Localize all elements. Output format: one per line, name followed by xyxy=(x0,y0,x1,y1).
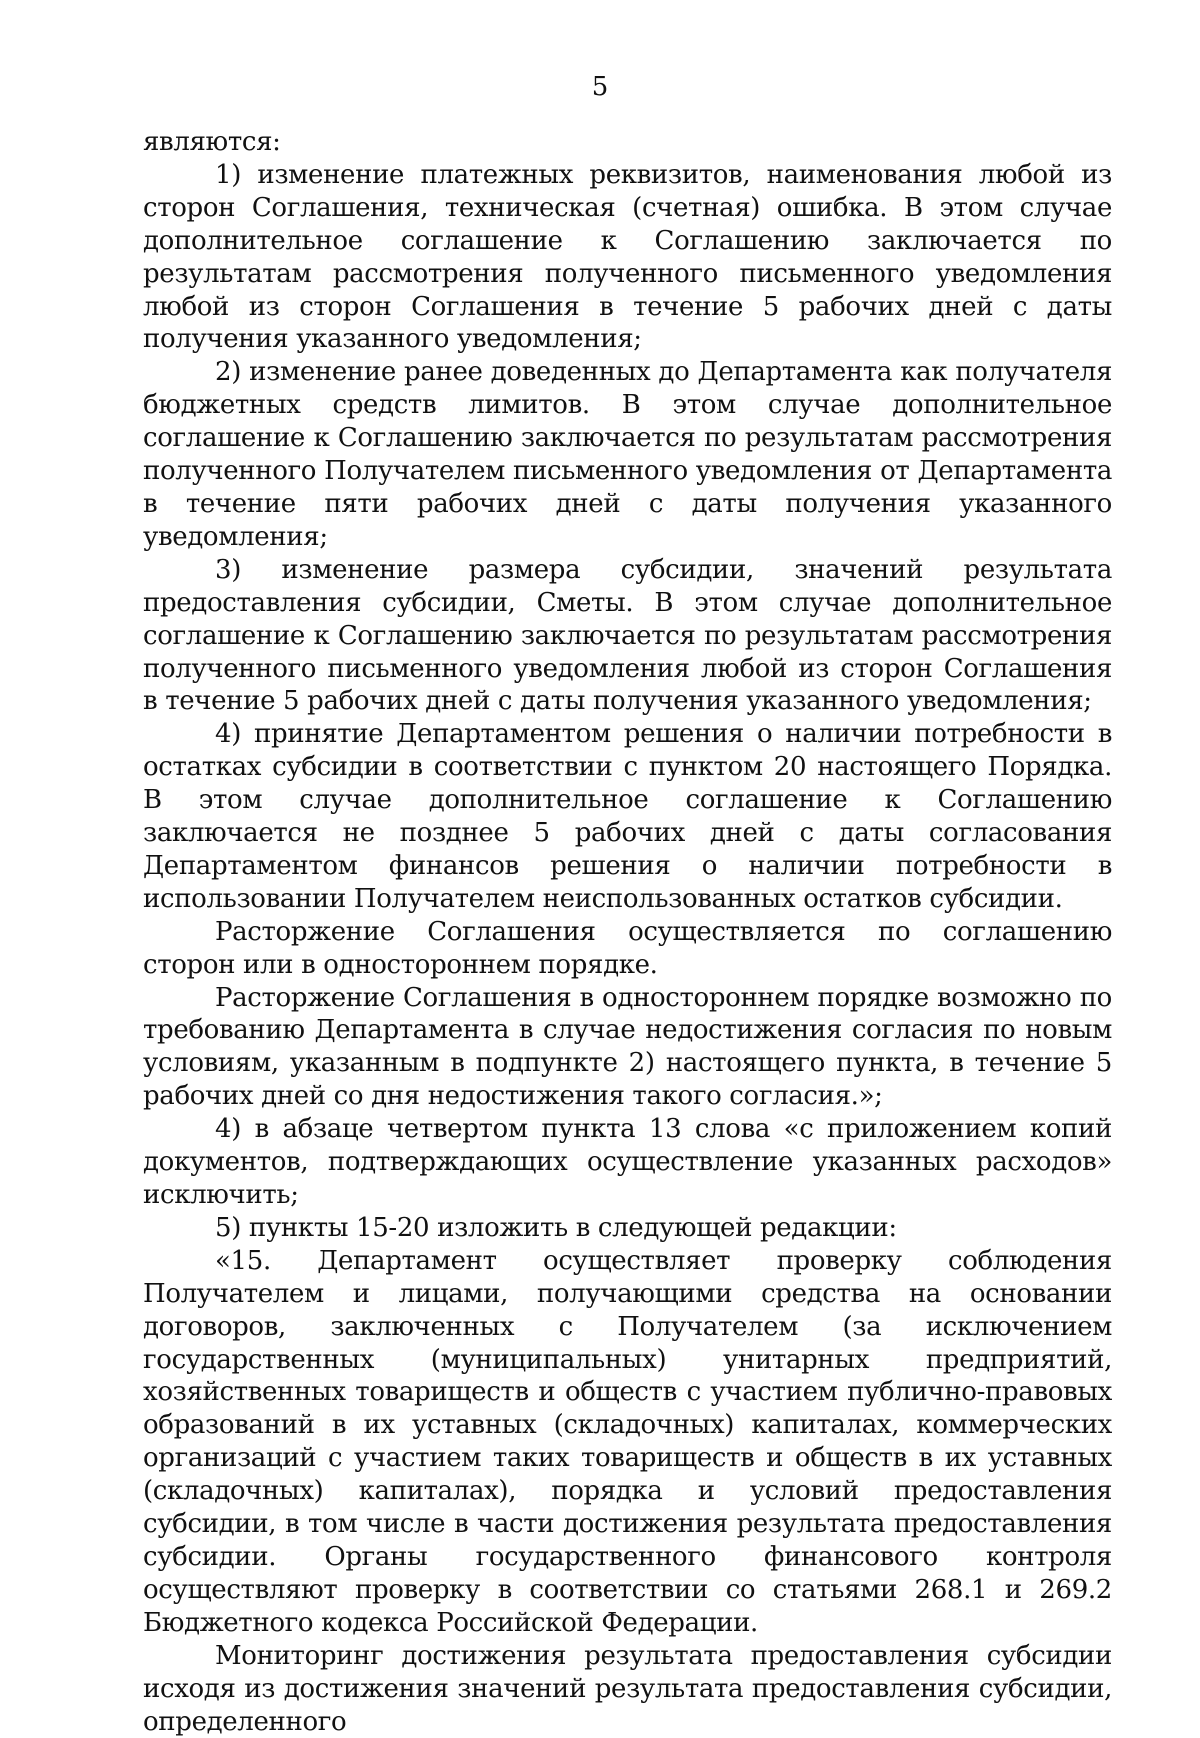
paragraph-amendment-5: 5) пункты 15-20 изложить в следующей редакции: xyxy=(215,1212,897,1243)
paragraph-item-4: 4) принятие Департаментом решения о наличии потребности в остатках субсидии в соответствии с пунктом 20 настоящего Порядка. В этом случае дополнительное соглашение к Соглашению заключается не позднее 5 рабочих дней с даты согласования Департаментом финансов решения о наличии потребности в использовании Получателем неиспользованных остатков субсидии. xyxy=(143,719,1112,914)
paragraph-unilateral-termination: Расторжение Соглашения в одностороннем порядке возможно по требованию Департамента в случае недостижения согласия по новым условиям, указанным в подпункте 2) настоящего пункта, в течение 5 рабочих дней со дня недостижения такого согласия.»; xyxy=(143,982,1112,1112)
page-number: 5 xyxy=(591,72,609,102)
paragraph-clause-15: «15. Департамент осуществляет проверку соблюдения Получателем и лицами, получающими средства на основании договоров, заключенных с Получателем (за исключением государственных (муниципальных) унитарных предприятий, хозяйственных товариществ и обществ с участием публично-правовых образований в их уставных (складочных) капиталах, коммерческих организаций с участием таких товариществ и обществ в их уставных (складочных) капиталах), порядка и условий предоставления субсидии, в том числе в части достижения результата предоставления субсидии. Органы государственного финансового контроля осуществляют проверку в соответствии со статьями 268.1 и 269.2 Бюджетного кодекса Российской Федерации. xyxy=(143,1245,1112,1638)
document-body xyxy=(143,126,1112,1738)
paragraph-amendment-4: 4) в абзаце четвертом пункта 13 слова «с приложением копий документов, подтверждающих осуществление указанных расходов» исключить; xyxy=(143,1114,1112,1210)
paragraph-item-1: 1) изменение платежных реквизитов, наименования любой из сторон Соглашения, техническая (счетная) ошибка. В этом случае дополнительное соглашение к Соглашению заключается по результатам рассмотрения полученного письменного уведомления любой из сторон Соглашения в течение 5 рабочих дней с даты получения указанного уведомления; xyxy=(143,159,1112,355)
paragraph-item-3: 3) изменение размера субсидии, значений результата предоставления субсидии, Сметы. В этом случае дополнительное соглашение к Соглашению заключается по результатам рассмотрения полученного письменного уведомления любой из сторон Соглашения в течение 5 рабочих дней с даты получения указанного уведомления; xyxy=(143,554,1112,717)
paragraph-item-2: 2) изменение ранее доведенных до Департамента как получателя бюджетных средств лимитов. В этом случае дополнительное соглашение к Соглашению заключается по результатам рассмотрения полученного Получателем письменного уведомления от Департамента в течение пяти рабочих дней с даты получения указанного уведомления; xyxy=(143,357,1112,552)
paragraph-continuation: являются: xyxy=(143,127,281,157)
paragraph-termination: Расторжение Соглашения осуществляется по соглашению сторон или в одностороннем порядке. xyxy=(143,916,1112,980)
paragraph-monitoring: Мониторинг достижения результата предоставления субсидии исходя из достижения значений результата предоставления субсидии, определенного xyxy=(143,1640,1112,1737)
